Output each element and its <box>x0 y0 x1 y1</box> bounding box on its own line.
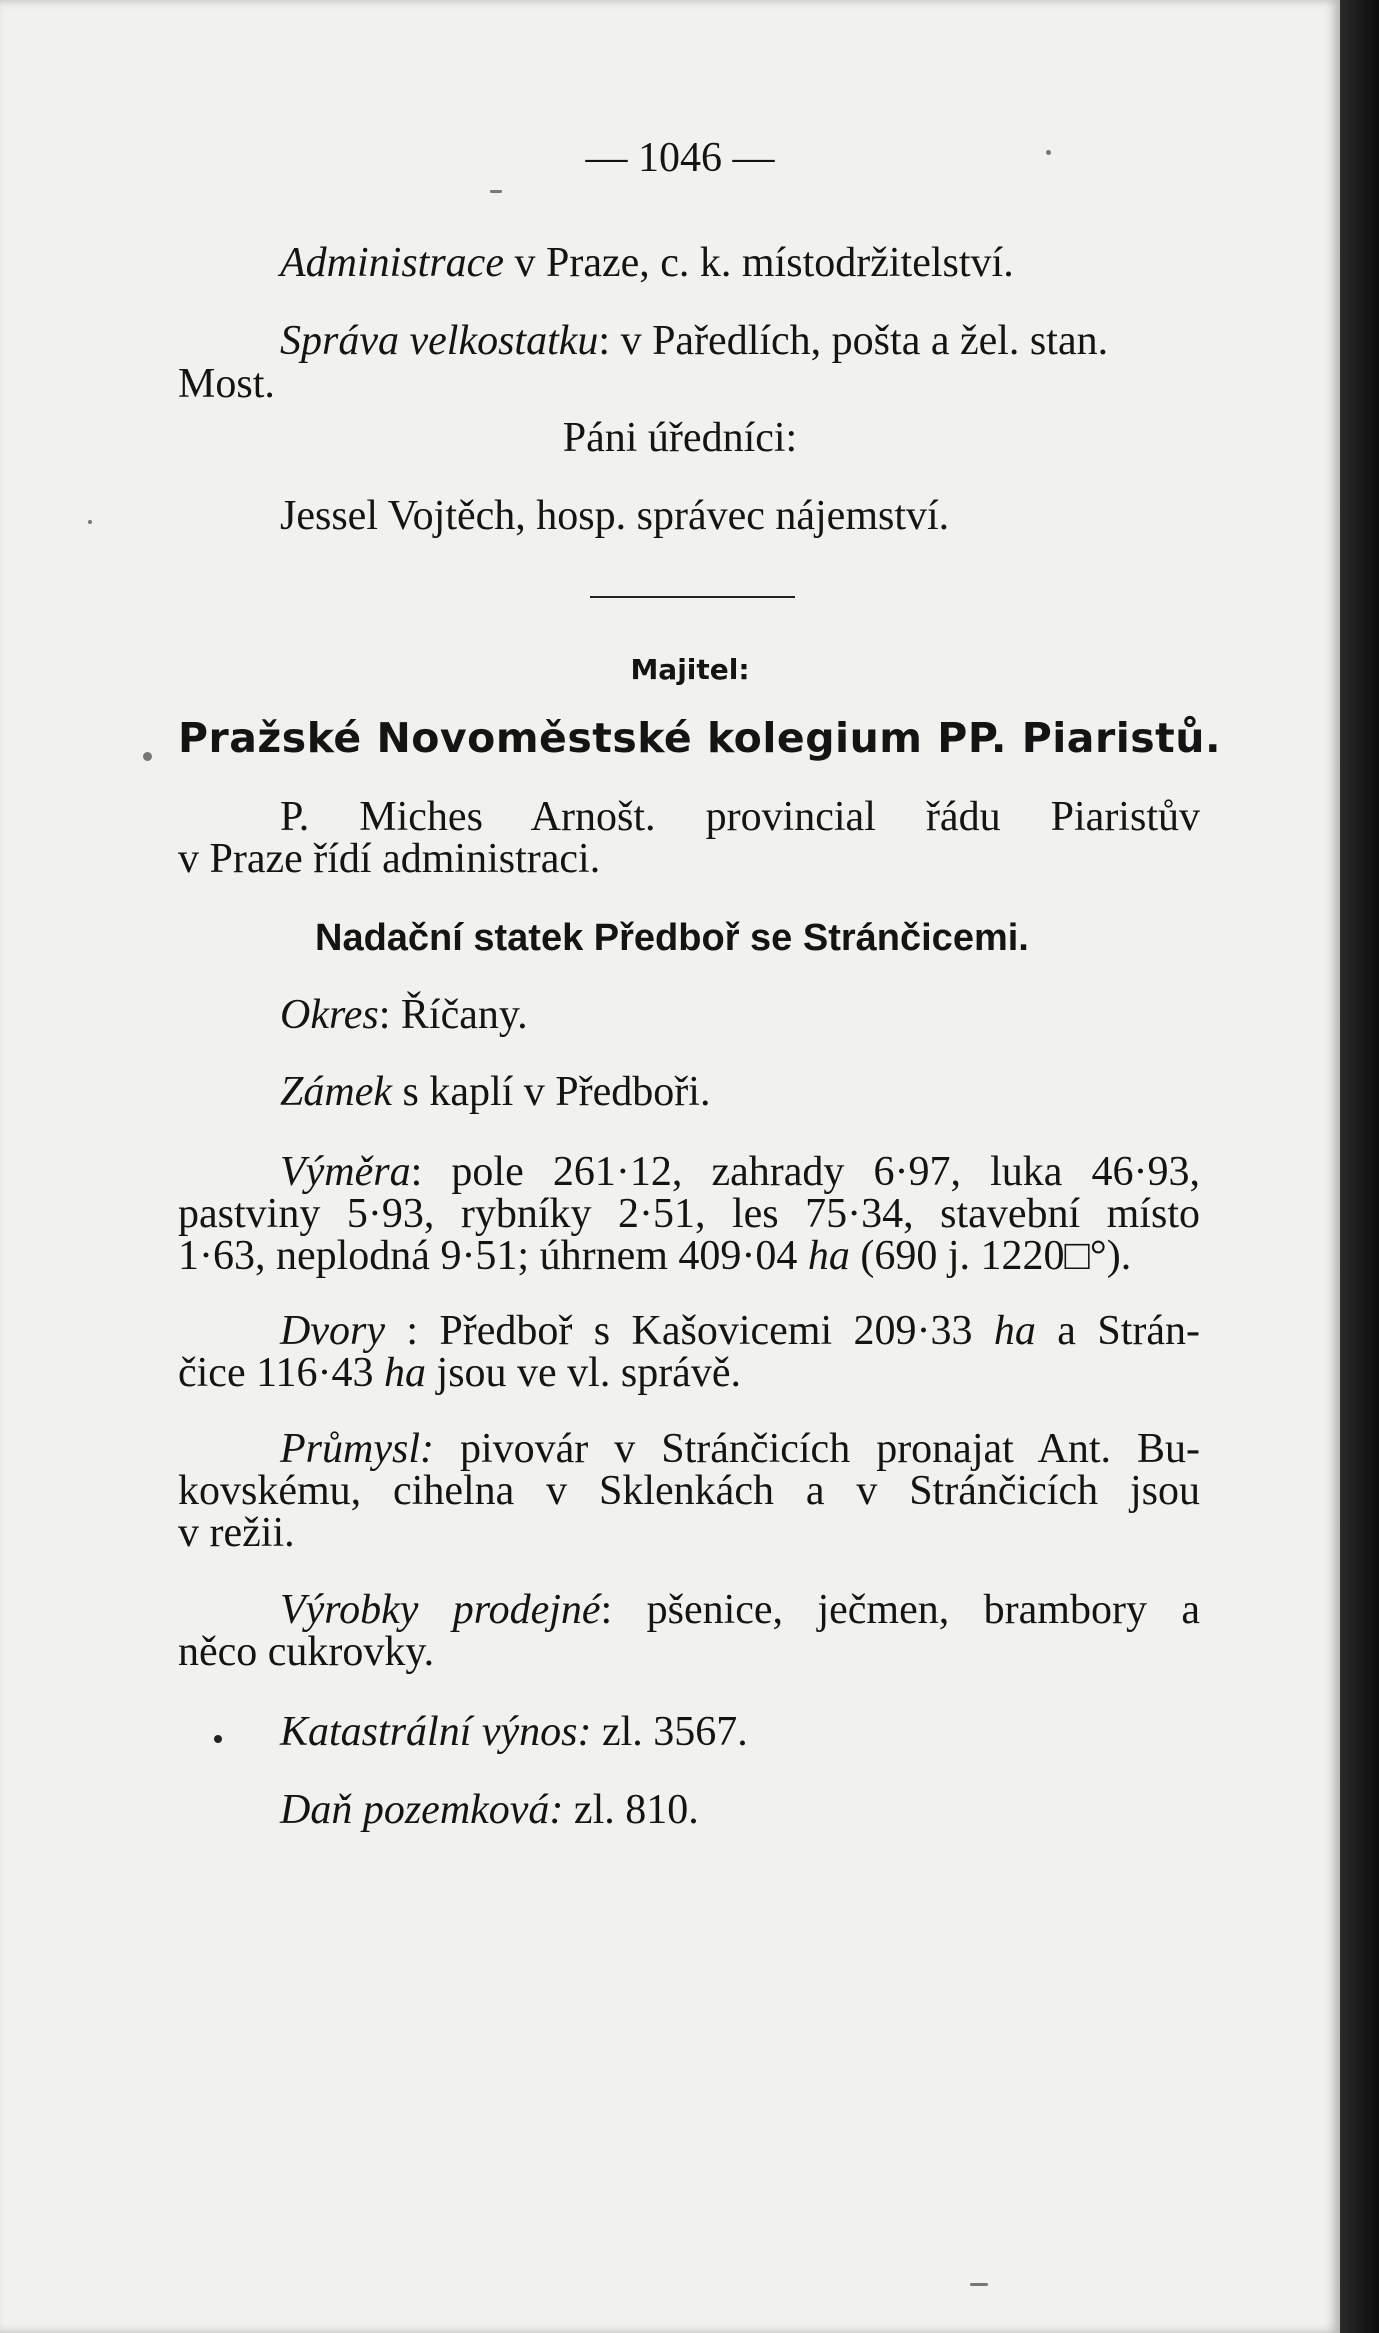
owner-heading: Pražské Novoměstské kolegium PP. Piaristů. <box>178 714 1222 762</box>
katastr-label: Katastrální výnos: <box>280 1709 592 1755</box>
ink-speck <box>214 1735 222 1743</box>
dvory-text-2a: čice 116·43 <box>178 1350 385 1396</box>
pani-urednici-heading: Páni úředníci: <box>562 415 798 461</box>
majitel-heading: Majitel: <box>630 653 750 686</box>
prumysl-text-1: pivovár v Stránčicích pronajat Ant. Bu- <box>433 1426 1200 1472</box>
dvory-label: Dvory <box>280 1308 385 1354</box>
dvory-text-2b: jsou ve vl. správě. <box>426 1350 741 1396</box>
sprava-line <box>280 316 1108 366</box>
vymera-label: Výměra <box>280 1149 411 1195</box>
administrace-label: Administrace <box>280 240 504 286</box>
page-edge-shadow <box>1340 0 1379 2333</box>
sprava-label: Správa velkostatku <box>280 318 599 364</box>
sprava-text: : v Paředlích, pošta a žel. stan. <box>598 318 1109 364</box>
vyrobky-line-2: něco cukrovky. <box>178 1629 435 1675</box>
dvory-text-1b: a Strán- <box>1035 1308 1200 1354</box>
vymera-ha-unit: ha <box>807 1233 850 1279</box>
zamek-label: Zámek <box>280 1069 392 1115</box>
prumysl-line-3: v režii. <box>178 1510 295 1556</box>
ink-speck <box>143 752 152 761</box>
dan-line <box>280 1785 699 1835</box>
ink-speck <box>970 2283 988 2286</box>
vymera-text-3b: (690 j. 1220□°). <box>849 1233 1132 1279</box>
okres-label: Okres <box>280 992 379 1038</box>
katastr-text: zl. 3567. <box>591 1709 748 1755</box>
dvory-text-1a: : Předboř s Kašovicemi 209·33 <box>384 1308 994 1354</box>
jessel-line: Jessel Vojtěch, hosp. správec nájemství. <box>280 493 950 539</box>
ink-speck <box>1046 150 1051 155</box>
vymera-text-1: : pole 261·12, zahrady 6·97, luka 46·93, <box>410 1149 1200 1195</box>
dvory-ha-unit-1: ha <box>993 1308 1036 1354</box>
prumysl-label: Průmysl: <box>280 1426 434 1472</box>
sprava-continuation: Most. <box>178 361 275 407</box>
ink-speck <box>490 190 502 193</box>
page-number: — 1046 — <box>585 135 775 181</box>
dvory-ha-unit-2: ha <box>384 1350 427 1396</box>
zamek-line <box>280 1067 710 1117</box>
vymera-line-2: pastviny 5·93, rybníky 2·51, les 75·34, stavební místo <box>178 1191 1200 1237</box>
administrace-line <box>280 238 1014 288</box>
vyrobky-text-1: : pšenice, ječmen, brambory a <box>600 1587 1201 1633</box>
ink-speck <box>88 520 92 524</box>
vymera-line-3 <box>178 1231 1131 1281</box>
miches-line-2: v Praze řídí administraci. <box>178 836 601 882</box>
vymera-text-3a: 1·63, neplodná 9·51; úhrnem 409·04 <box>178 1233 808 1279</box>
dvory-line-2 <box>178 1348 741 1398</box>
dan-text: zl. 810. <box>563 1787 699 1833</box>
administrace-text: v Praze, c. k. místodržitelství. <box>503 240 1014 286</box>
katastr-line <box>280 1707 748 1757</box>
vyrobky-label: Výrobky prodejné <box>280 1587 601 1633</box>
dan-label: Daň pozemková: <box>280 1787 564 1833</box>
estate-title: Nadační statek Předboř se Stránčicemi. <box>315 917 1029 959</box>
okres-text: : Říčany. <box>378 992 528 1038</box>
zamek-text: s kaplí v Předboři. <box>391 1069 711 1115</box>
okres-line <box>280 990 528 1040</box>
prumysl-line-2: kovskému, cihelna v Sklenkách a v Stránčicích jsou <box>178 1468 1200 1514</box>
separator-rule <box>590 596 795 598</box>
miches-line-1: P. Miches Arnošt. provincial řádu Piaristův <box>280 794 1200 840</box>
